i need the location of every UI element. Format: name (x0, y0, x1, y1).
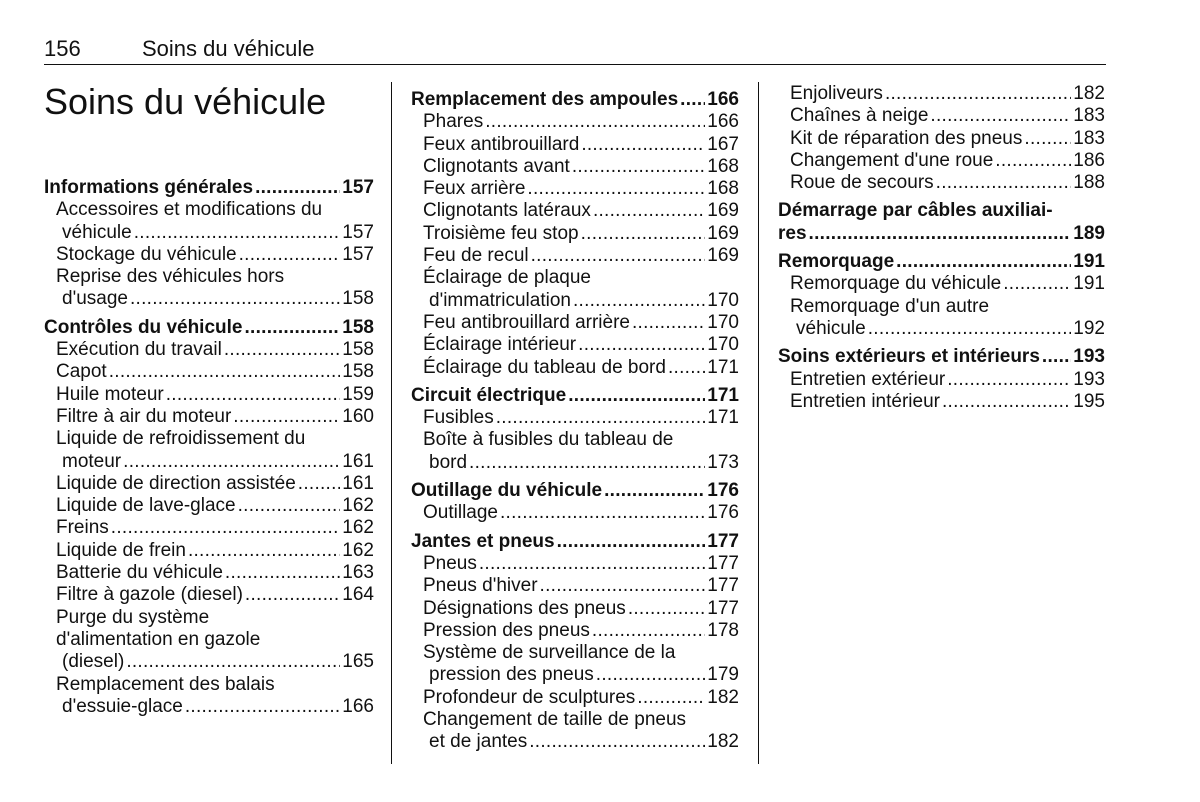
toc-entry-text: Enjoliveurs (790, 83, 883, 104)
toc-entry-text: Remplacement des balais (56, 673, 275, 695)
toc-entry-text: Chaînes à neige (790, 105, 929, 127)
toc-entry[interactable] (44, 607, 374, 674)
toc-entry[interactable] (44, 406, 374, 428)
toc-entry-text: Exécution du travail (56, 339, 222, 361)
toc-page-number: 191 (1073, 251, 1105, 273)
toc-entry-text: Pneus d'hiver (423, 575, 538, 597)
toc-entry-text: véhicule (62, 221, 132, 243)
toc-entry[interactable] (411, 553, 739, 575)
toc-page-number: 171 (707, 407, 739, 429)
toc-entry-text: Jantes et pneus (411, 530, 555, 552)
toc-page-number: 157 (342, 221, 374, 243)
running-section-title: Soins du véhicule (142, 36, 315, 61)
toc-entry-text: d'alimentation en gazole (56, 628, 261, 650)
toc-entry-text: Système de surveillance de la (423, 642, 676, 664)
toc-entry-text: d'usage (62, 288, 128, 310)
toc-page-number: 157 (342, 243, 374, 265)
toc-entry[interactable] (411, 245, 739, 267)
dot-leader (485, 111, 705, 133)
toc-page-number: 163 (342, 562, 374, 584)
toc-entry[interactable] (778, 105, 1105, 127)
toc-entry[interactable] (411, 687, 739, 709)
toc-entry[interactable] (778, 251, 1105, 273)
toc-entry-text: Liquide de refroidissement du (56, 428, 306, 450)
dot-leader (568, 385, 705, 407)
toc-page-number: 166 (707, 89, 739, 110)
toc-entry[interactable] (411, 502, 739, 524)
toc-entry-text: Désignations des pneus (423, 597, 626, 619)
toc-page-number: 186 (1073, 149, 1105, 171)
dot-leader (469, 452, 705, 474)
toc-entry[interactable] (44, 177, 374, 199)
dot-leader (868, 318, 1072, 340)
toc-column-3 (778, 83, 1105, 413)
toc-column-2 (411, 89, 739, 754)
toc-entry[interactable] (411, 531, 739, 553)
dot-leader (225, 562, 340, 584)
toc-entry[interactable] (44, 244, 374, 266)
toc-page-number: 193 (1073, 346, 1105, 368)
toc-page-number: 193 (1073, 368, 1105, 390)
toc-entry-text: Feu antibrouillard arrière (423, 311, 630, 333)
toc-entry-text: Démarrage par câbles auxiliai- (778, 200, 1053, 222)
column-divider (758, 82, 759, 764)
toc-entry-text: moteur (62, 450, 122, 472)
dot-leader (632, 312, 705, 334)
dot-leader (896, 251, 1071, 273)
toc-page-number: 189 (1073, 222, 1105, 244)
toc-entry[interactable] (44, 339, 374, 361)
toc-entry-text: Accessoires et modifications du (56, 199, 323, 221)
toc-entry[interactable] (778, 83, 1105, 105)
toc-entry[interactable] (411, 223, 739, 245)
toc-page-number: 183 (1073, 127, 1105, 149)
toc-entry[interactable] (778, 150, 1105, 172)
toc-page-number: 169 (707, 222, 739, 244)
toc-entry[interactable] (778, 391, 1105, 413)
dot-leader (809, 223, 1072, 245)
dot-leader (1003, 273, 1071, 295)
dot-leader (995, 150, 1071, 172)
toc-page-number: 169 (707, 200, 739, 222)
dot-leader (592, 620, 705, 642)
dot-leader (109, 361, 341, 383)
toc-entry[interactable] (411, 200, 739, 222)
toc-page-number: 166 (707, 111, 739, 133)
dot-leader (668, 357, 705, 379)
toc-entry[interactable] (411, 709, 739, 754)
dot-leader (126, 651, 340, 673)
dot-leader (233, 406, 340, 428)
dot-leader (166, 384, 341, 406)
toc-page-number: 158 (342, 288, 374, 310)
toc-page-number: 195 (1073, 390, 1105, 412)
toc-entry-text: Pneus (423, 552, 477, 574)
toc-page-number: 170 (707, 334, 739, 356)
dot-leader (238, 495, 341, 517)
dot-leader (930, 105, 1071, 127)
toc-entry-text: Stockage du véhicule (56, 243, 237, 265)
toc-entry-text: Circuit électrique (411, 384, 567, 406)
dot-leader (111, 517, 341, 539)
toc-entry-text: Filtre à gazole (diesel) (56, 584, 243, 606)
dot-leader (496, 407, 706, 429)
toc-entry-text: d'immatriculation (429, 289, 571, 311)
toc-entry[interactable] (44, 562, 374, 584)
toc-entry-text: Feux arrière (423, 178, 526, 200)
toc-page-number: 177 (707, 597, 739, 619)
dot-leader (134, 222, 341, 244)
toc-page-number: 168 (707, 155, 739, 177)
toc-entry-text: Éclairage de plaque (423, 267, 591, 289)
dot-leader (527, 178, 705, 200)
toc-page-number: 166 (342, 695, 374, 717)
dot-leader (593, 200, 705, 222)
toc-entry-text: bord (429, 451, 468, 473)
toc-entry[interactable] (411, 334, 739, 356)
toc-entry-text: Feux antibrouillard (423, 133, 580, 155)
toc-entry-text: Changement d'une roue (790, 149, 994, 171)
dot-leader (224, 339, 340, 361)
toc-entry-text: Kit de réparation des pneus (790, 127, 1023, 149)
toc-entry-text: et de jantes (429, 731, 528, 753)
toc-page-number: 167 (707, 133, 739, 155)
dot-leader (239, 244, 341, 266)
toc-page-number: 170 (707, 289, 739, 311)
dot-leader (573, 290, 705, 312)
toc-page-number: 168 (707, 178, 739, 200)
toc-entry-text: Liquide de frein (56, 539, 186, 561)
toc-page-number: 188 (1073, 172, 1105, 194)
dot-leader (188, 540, 340, 562)
toc-entry-text: Clignotants avant (423, 155, 570, 177)
dot-leader (298, 473, 341, 495)
toc-entry-text: Huile moteur (56, 383, 164, 405)
toc-entry-text: Outillage du véhicule (411, 480, 603, 502)
dot-leader (255, 177, 340, 199)
dot-leader (680, 89, 705, 111)
toc-page-number: 176 (707, 480, 739, 502)
toc-entry[interactable] (778, 200, 1105, 245)
toc-page-number: 176 (707, 502, 739, 524)
toc-page-number: 158 (342, 339, 374, 361)
toc-page-number: 171 (707, 356, 739, 378)
dot-leader (572, 156, 705, 178)
toc-entry-text: pression des pneus (429, 664, 594, 686)
toc-page-number: 165 (342, 651, 374, 673)
dot-leader (479, 553, 705, 575)
dot-leader (942, 391, 1071, 413)
toc-entry-text: Roue de secours (790, 172, 934, 194)
toc-entry[interactable] (778, 172, 1105, 194)
toc-entry[interactable] (411, 89, 739, 111)
toc-entry[interactable] (411, 357, 739, 379)
toc-entry-text: Éclairage intérieur (423, 334, 577, 356)
dot-leader (596, 664, 706, 686)
toc-column-1 (44, 177, 374, 718)
toc-entry[interactable] (44, 584, 374, 606)
toc-entry[interactable] (411, 178, 739, 200)
toc-entry-text: Profondeur de sculptures (423, 686, 636, 708)
toc-entry[interactable] (44, 674, 374, 719)
dot-leader (531, 245, 706, 267)
toc-page-number: 159 (342, 383, 374, 405)
dot-leader (628, 598, 705, 620)
toc-page-number: 169 (707, 245, 739, 267)
dot-leader (130, 288, 340, 310)
toc-entry[interactable] (44, 317, 374, 339)
toc-entry-text: d'essuie-glace (62, 695, 183, 717)
toc-entry-text: Entretien intérieur (790, 390, 940, 412)
toc-entry-text: Filtre à air du moteur (56, 405, 232, 427)
toc-entry[interactable] (44, 473, 374, 495)
toc-entry-text: res (778, 222, 807, 244)
toc-entry-text: Freins (56, 517, 109, 539)
toc-entry-text: Soins extérieurs et intérieurs (778, 346, 1040, 368)
toc-entry-text: Batterie du véhicule (56, 562, 223, 584)
toc-entry-text: Informations générales (44, 177, 254, 198)
toc-entry-text: Capot (56, 361, 107, 383)
toc-entry-text: Éclairage du tableau de bord (423, 356, 666, 378)
toc-page-number: 160 (342, 405, 374, 427)
toc-entry-text: Remorquage (778, 251, 895, 273)
dot-leader (604, 480, 705, 502)
toc-entry-text: Purge du système (56, 606, 210, 628)
toc-entry[interactable] (411, 429, 739, 474)
toc-page-number: 177 (707, 530, 739, 552)
toc-entry-text: Feu de recul (423, 245, 529, 267)
toc-page-number: 161 (342, 450, 374, 472)
toc-entry[interactable] (411, 156, 739, 178)
header-rule (44, 64, 1106, 65)
dot-leader (947, 369, 1071, 391)
dot-leader (1042, 346, 1071, 368)
dot-leader (529, 731, 705, 753)
dot-leader (581, 223, 706, 245)
toc-page-number: 158 (342, 361, 374, 383)
toc-page-number: 162 (342, 517, 374, 539)
running-header (44, 36, 1106, 62)
toc-entry[interactable] (778, 128, 1105, 150)
toc-entry[interactable] (411, 407, 739, 429)
column-divider (391, 82, 392, 764)
toc-entry-text: Clignotants latéraux (423, 200, 591, 222)
toc-entry-text: Outillage (423, 502, 498, 524)
toc-entry-text: Remplacement des ampoules (411, 89, 679, 110)
toc-entry[interactable] (411, 267, 739, 312)
toc-page-number: 173 (707, 451, 739, 473)
toc-entry-text: Entretien extérieur (790, 368, 946, 390)
toc-entry[interactable] (778, 273, 1105, 295)
toc-entry[interactable] (411, 620, 739, 642)
page-number: 156 (44, 36, 81, 61)
toc-page-number: 178 (707, 619, 739, 641)
toc-entry-text: Remorquage d'un autre (790, 295, 990, 317)
toc-page-number: 177 (707, 552, 739, 574)
toc-page-number: 191 (1073, 273, 1105, 295)
dot-leader (244, 317, 340, 339)
toc-page-number: 192 (1073, 317, 1105, 339)
toc-page-number: 170 (707, 311, 739, 333)
toc-entry-text: Troisième feu stop (423, 222, 579, 244)
toc-page-number: 182 (1073, 83, 1105, 104)
toc-entry[interactable] (44, 540, 374, 562)
toc-page-number: 162 (342, 495, 374, 517)
toc-page-number: 179 (707, 664, 739, 686)
toc-entry[interactable] (778, 346, 1105, 368)
dot-leader (123, 451, 340, 473)
toc-page-number: 158 (342, 316, 374, 338)
toc-entry[interactable] (778, 296, 1105, 341)
toc-entry[interactable] (411, 575, 739, 597)
toc-entry[interactable] (44, 428, 374, 473)
dot-leader (185, 696, 340, 718)
toc-page-number: 182 (707, 731, 739, 753)
toc-page-number: 171 (707, 384, 739, 406)
toc-entry-text: Remorquage du véhicule (790, 273, 1002, 295)
toc-entry-text: véhicule (796, 317, 866, 339)
toc-entry[interactable] (44, 517, 374, 539)
toc-entry[interactable] (44, 384, 374, 406)
toc-entry[interactable] (411, 642, 739, 687)
toc-entry[interactable] (44, 361, 374, 383)
toc-page-number: 182 (707, 686, 739, 708)
toc-entry[interactable] (778, 369, 1105, 391)
toc-entry-text: (diesel) (62, 651, 125, 673)
toc-page-number: 164 (342, 584, 374, 606)
toc-page-number: 157 (342, 177, 374, 198)
dot-leader (540, 575, 706, 597)
toc-entry-text: Liquide de lave-glace (56, 495, 236, 517)
dot-leader (885, 83, 1071, 105)
dot-leader (1024, 128, 1071, 150)
dot-leader (500, 502, 705, 524)
dot-leader (557, 531, 706, 553)
dot-leader (936, 172, 1072, 194)
dot-leader (637, 687, 705, 709)
toc-page-number: 177 (707, 575, 739, 597)
toc-entry-text: Phares (423, 111, 484, 133)
toc-entry-text: Boîte à fusibles du tableau de (423, 429, 674, 451)
toc-entry[interactable] (411, 480, 739, 502)
toc-entry-text: Changement de taille de pneus (423, 709, 687, 731)
toc-entry-text: Pression des pneus (423, 619, 590, 641)
toc-entry-text: Contrôles du véhicule (44, 316, 243, 338)
toc-page-number: 161 (342, 472, 374, 494)
toc-entry[interactable] (44, 199, 374, 244)
dot-leader (581, 134, 705, 156)
toc-entry[interactable] (411, 111, 739, 133)
chapter-title: Soins du véhicule (44, 81, 327, 122)
toc-entry[interactable] (411, 312, 739, 334)
toc-page-number: 183 (1073, 105, 1105, 127)
toc-page-number: 162 (342, 539, 374, 561)
dot-leader (578, 334, 705, 356)
toc-entry[interactable] (44, 495, 374, 517)
dot-leader (245, 584, 340, 606)
toc-entry[interactable] (411, 598, 739, 620)
toc-entry-text: Fusibles (423, 407, 494, 429)
toc-entry-text: Liquide de direction assistée (56, 472, 296, 494)
toc-entry-text: Reprise des véhicules hors (56, 266, 285, 288)
toc-entry[interactable] (44, 266, 374, 311)
toc-entry[interactable] (411, 134, 739, 156)
toc-entry[interactable] (411, 385, 739, 407)
